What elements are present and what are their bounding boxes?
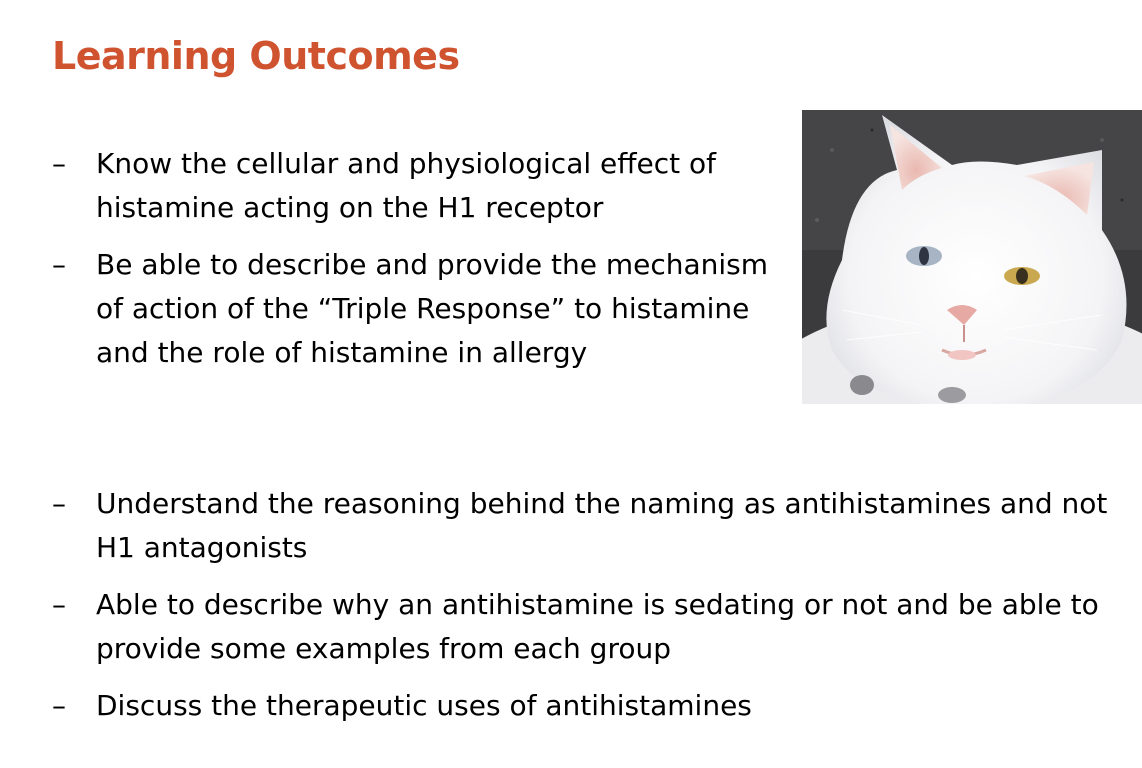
bullet-dash: – [52,147,66,180]
outcome-text: Be able to describe and provide the mechanism of action of the “Triple Response” to histamine and the role of histamine in allergy [96,248,769,369]
outcome-item [52,142,797,230]
outcome-text: Understand the reasoning behind the naming as antihistamines and not H1 antagonists [96,487,1108,564]
outcomes-list-top [52,142,797,388]
outcome-text: Know the cellular and physiological effect of histamine acting on the H1 receptor [96,147,717,224]
white-cat-photo [802,110,1142,404]
bullet-dash: – [52,248,66,281]
bullet-dash: – [52,588,66,621]
outcome-item [52,482,1112,570]
outcome-item [52,243,797,375]
bullet-dash: – [52,487,66,520]
outcome-text: Able to describe why an antihistamine is sedating or not and be able to provide some examples from each group [96,588,1099,665]
outcome-text: Discuss the therapeutic uses of antihistamines [96,689,752,722]
outcome-item [52,684,1112,728]
slide-title: Learning Outcomes [52,34,460,78]
outcome-item [52,583,1112,671]
bullet-dash: – [52,689,66,722]
outcomes-list-bottom [52,482,1112,741]
